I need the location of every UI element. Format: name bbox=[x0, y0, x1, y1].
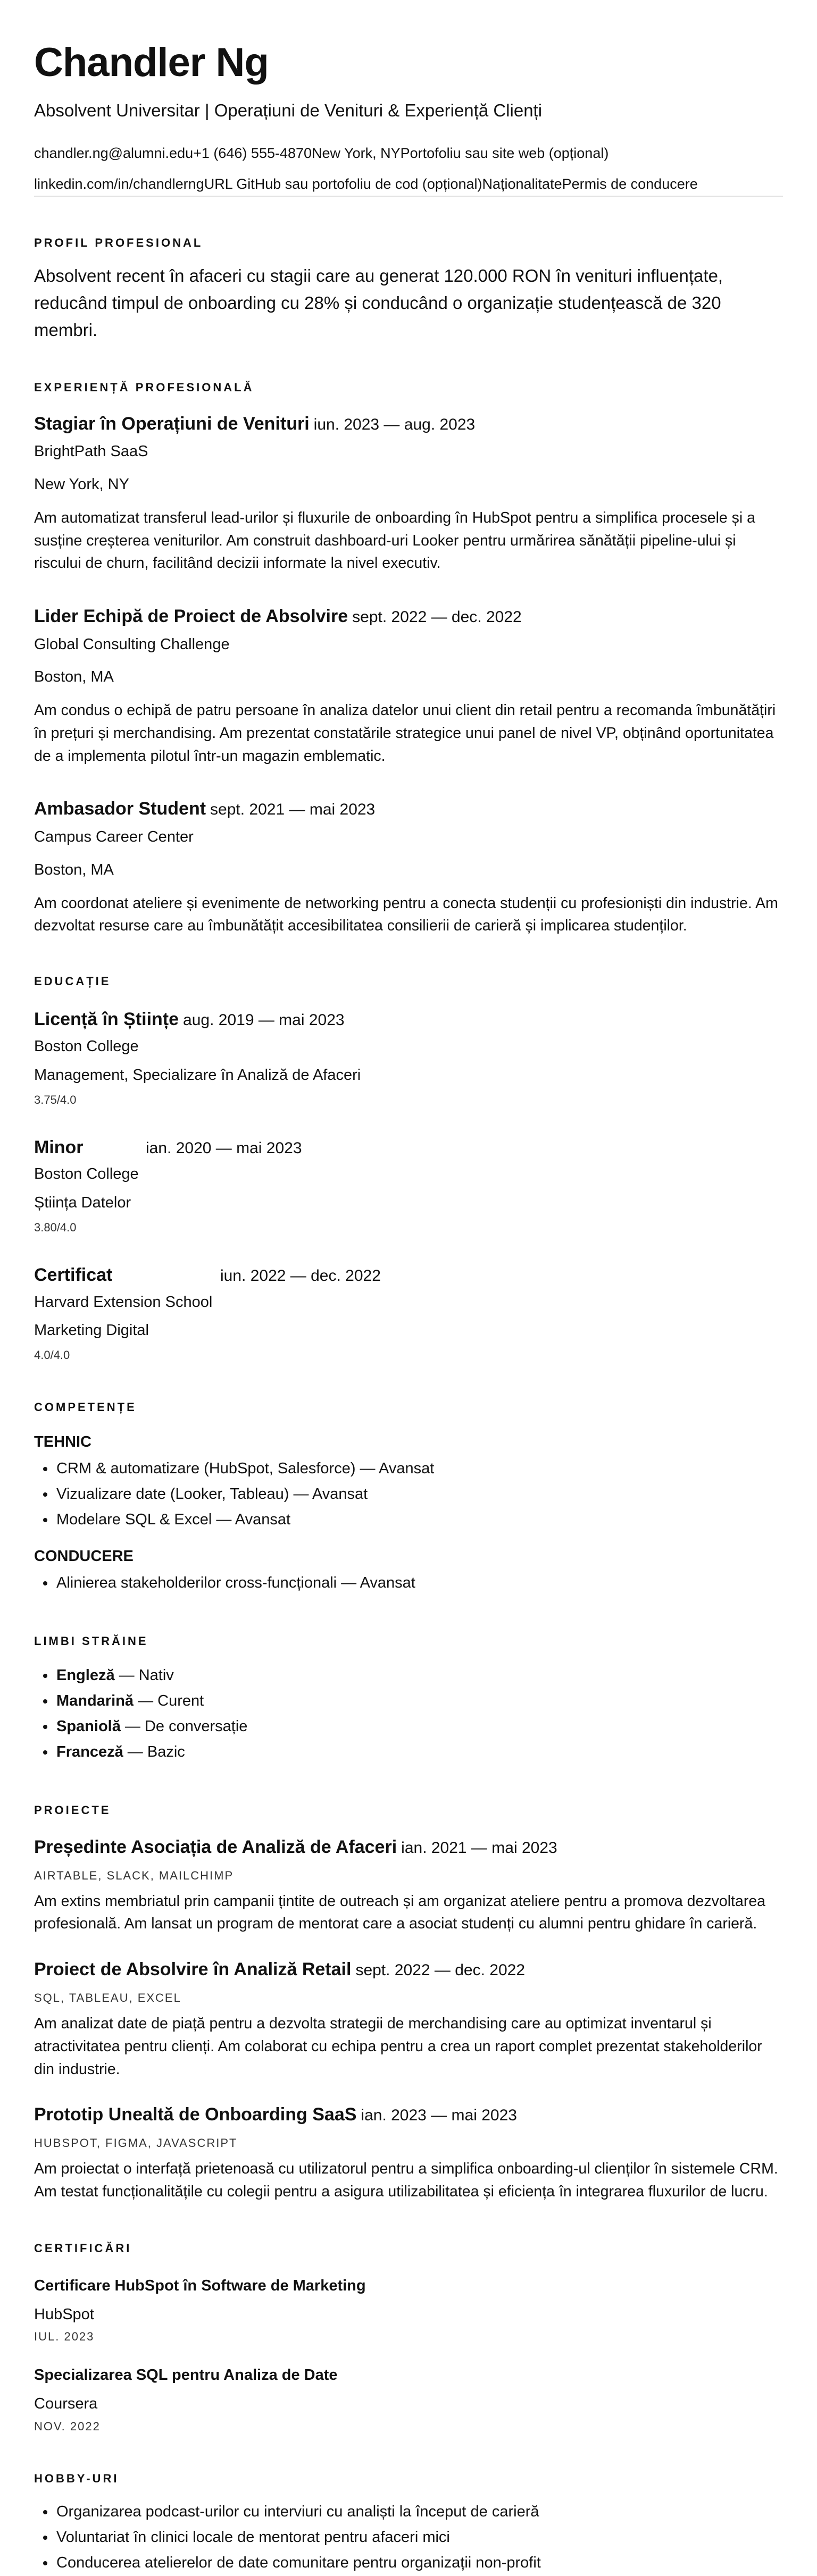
projects-section-title: PROIECTE bbox=[34, 1803, 111, 1817]
hobby-item: • Organizarea podcast-urilor cu interviuri cu analiști la început de carieră bbox=[55, 2499, 783, 2525]
education-entry-head bbox=[34, 1009, 783, 1030]
certification-issuer: HubSpot bbox=[34, 2305, 94, 2323]
headline: Absolvent Universitar | Operațiuni de Venituri & Experiență Clienți bbox=[34, 100, 543, 120]
certifications-section bbox=[34, 2242, 783, 2434]
experience-entry bbox=[34, 606, 783, 767]
education-field: Management, Specializare în Analiză de Afaceri bbox=[34, 1066, 361, 1084]
hobby-item: • Conducerea atelierelor de date comunitare pentru organizații non-profit bbox=[55, 2550, 783, 2576]
experience-company: Global Consulting Challenge bbox=[34, 635, 230, 653]
experience-entry-head bbox=[34, 413, 783, 435]
project-name: Proiect de Absolvire în Analiză Retail bbox=[34, 1959, 352, 1980]
education-gpa: 3.80/4.0 bbox=[34, 1220, 77, 1234]
project-dates: ian. 2023 — mai 2023 bbox=[361, 2107, 517, 2125]
languages-section-title: LIMBI STRĂINE bbox=[34, 1634, 148, 1648]
contact-github[interactable]: URL GitHub sau portofoliu de cod (opțional) bbox=[204, 175, 482, 192]
education-school: Boston College bbox=[34, 1038, 139, 1055]
language-level: — Curent bbox=[134, 1692, 204, 1709]
education-entry-head bbox=[34, 1137, 783, 1159]
skill-item: • Modelare SQL & Excel — Avansat bbox=[55, 1507, 783, 1533]
contact-row-primary bbox=[34, 145, 783, 162]
language-name: Spaniolă bbox=[56, 1717, 121, 1735]
education-dates: iun. 2022 — dec. 2022 bbox=[220, 1266, 381, 1285]
experience-description: Am coordonat ateliere și evenimente de networking pentru a conecta studenții cu profesioniști din industrie. Am dezvoltat resurse care au îmbunătățit accesibilitatea consilierii de carieră și implicarea studenților. bbox=[34, 894, 778, 935]
certification-issuer: Coursera bbox=[34, 2395, 98, 2413]
skill-list bbox=[34, 1571, 783, 1596]
experience-dates: sept. 2022 — dec. 2022 bbox=[352, 608, 522, 626]
experience-entry bbox=[34, 413, 783, 575]
profile-section-title: PROFIL PROFESIONAL bbox=[34, 236, 203, 250]
hobby-item: • Voluntariat în clinici locale de mentorat pentru afaceri mici bbox=[55, 2525, 783, 2550]
experience-entry-head bbox=[34, 798, 783, 820]
experience-role: Ambasador Student bbox=[34, 799, 206, 819]
education-dates: aug. 2019 — mai 2023 bbox=[183, 1011, 345, 1029]
education-dates: ian. 2020 — mai 2023 bbox=[146, 1139, 302, 1157]
experience-section bbox=[34, 381, 783, 937]
certification-entry bbox=[34, 2277, 783, 2344]
experience-entry-head bbox=[34, 606, 783, 627]
skill-item: • CRM & automatizare (HubSpot, Salesforce) — Avansat bbox=[55, 1456, 783, 1482]
education-gpa: 3.75/4.0 bbox=[34, 1093, 77, 1106]
project-entry bbox=[34, 1836, 783, 1935]
hobbies-section-title: HOBBY-URI bbox=[34, 2471, 119, 2485]
skill-group-title: TEHNIC bbox=[34, 1433, 91, 1451]
project-tools: SQL, TABLEAU, EXCEL bbox=[34, 1991, 181, 2005]
skill-group bbox=[34, 1433, 783, 1533]
contact-portfolio[interactable]: Portofoliu sau site web (opțional) bbox=[400, 145, 609, 161]
projects-section bbox=[34, 1803, 783, 2203]
skill-item: • Alinierea stakeholderilor cross-funcționali — Avansat bbox=[55, 1571, 783, 1596]
experience-location: Boston, MA bbox=[34, 861, 114, 878]
experience-dates: sept. 2021 — mai 2023 bbox=[210, 801, 376, 819]
project-description: Am proiectat o interfață prietenoasă cu utilizatorul pentru a simplifica onboarding-ul clienților în sistemele CRM. Am testat funcționalitățile cu colegii pentru a asigura utilizabilitatea și eficiența în integrarea fluxurilor de lucru. bbox=[34, 2160, 778, 2200]
skills-section-title: COMPETENȚE bbox=[34, 1400, 137, 1414]
experience-entry bbox=[34, 798, 783, 937]
certification-name: Certificare HubSpot în Software de Marketing bbox=[34, 2277, 366, 2294]
resume-header bbox=[34, 40, 783, 197]
contact-email[interactable]: chandler.ng@alumni.edu bbox=[34, 145, 194, 161]
language-level: — Bazic bbox=[123, 1743, 185, 1760]
language-name: Franceză bbox=[56, 1743, 123, 1760]
candidate-name: Chandler Ng bbox=[34, 40, 269, 85]
contact-location: New York, NY bbox=[312, 145, 401, 161]
project-name: Președinte Asociația de Analiză de Afaceri bbox=[34, 1836, 397, 1857]
education-degree: Certificat bbox=[34, 1264, 113, 1285]
education-entry-head bbox=[34, 1264, 783, 1286]
certification-name: Specializarea SQL pentru Analiza de Date bbox=[34, 2367, 338, 2384]
skills-section bbox=[34, 1400, 783, 1596]
contact-nationality: Naționalitate bbox=[482, 175, 562, 192]
education-field: Marketing Digital bbox=[34, 1322, 149, 1339]
education-gpa: 4.0/4.0 bbox=[34, 1348, 70, 1362]
education-field: Știința Datelor bbox=[34, 1194, 131, 1212]
profile-summary: Absolvent recent în afaceri cu stagii care au generat 120.000 RON în venituri influențate, reducând timpul de onboarding cu 28% și conducând o organizație studențească de 320 membri. bbox=[34, 265, 723, 340]
project-entry-head bbox=[34, 1959, 783, 1981]
skill-group-title: CONDUCERE bbox=[34, 1547, 134, 1565]
certification-entry bbox=[34, 2366, 783, 2433]
language-item bbox=[55, 1714, 783, 1740]
education-section-title: EDUCAȚIE bbox=[34, 975, 111, 988]
project-dates: sept. 2022 — dec. 2022 bbox=[355, 1961, 525, 1979]
education-degree: Licență în Științe bbox=[34, 1009, 179, 1030]
experience-role: Stagiar în Operațiuni de Venituri bbox=[34, 413, 310, 434]
project-tools: HUBSPOT, FIGMA, JAVASCRIPT bbox=[34, 2136, 238, 2150]
project-entry-head bbox=[34, 1836, 783, 1858]
education-school: Harvard Extension School bbox=[34, 1293, 213, 1311]
language-name: Engleză bbox=[56, 1667, 115, 1684]
skill-group bbox=[34, 1548, 783, 1596]
experience-description: Am condus o echipă de patru persoane în analiza datelor unui client din retail pentru a recomanda îmbunătățiri în prețuri și merchandising. Am prezentat constatările strategice unui panel de nivel VP, obținând oportunitatea de a implementa pilotul într-un magazin emblematic. bbox=[34, 702, 776, 765]
project-name: Prototip Unealtă de Onboarding SaaS bbox=[34, 2104, 357, 2125]
project-tools: AIRTABLE, SLACK, MAILCHIMP bbox=[34, 1868, 234, 1882]
project-description: Am analizat date de piață pentru a dezvolta strategii de merchandising care au optimizat inventarul și atractivitatea pentru clienți. Am colaborat cu echipa pentru a crea un raport complet prezentat stakeholderilor din industrie. bbox=[34, 2015, 762, 2078]
education-entry bbox=[34, 1137, 783, 1235]
certifications-section-title: CERTIFICĂRI bbox=[34, 2241, 132, 2255]
contact-linkedin[interactable]: linkedin.com/in/chandlerng bbox=[34, 175, 204, 192]
language-level: — De conversație bbox=[120, 1717, 248, 1735]
contact-phone[interactable]: +1 (646) 555-4870 bbox=[193, 145, 312, 161]
hobby-list bbox=[34, 2499, 783, 2576]
project-entry-head bbox=[34, 2104, 783, 2126]
experience-section-title: EXPERIENȚĂ PROFESIONALĂ bbox=[34, 381, 254, 395]
education-school: Boston College bbox=[34, 1165, 139, 1183]
language-item bbox=[55, 1689, 783, 1714]
experience-location: New York, NY bbox=[34, 476, 129, 493]
project-dates: ian. 2021 — mai 2023 bbox=[401, 1839, 557, 1857]
language-level: — Nativ bbox=[114, 1667, 174, 1684]
language-item bbox=[55, 1740, 783, 1765]
experience-dates: iun. 2023 — aug. 2023 bbox=[313, 415, 476, 433]
contact-row-secondary bbox=[34, 175, 783, 192]
certification-date: NOV. 2022 bbox=[34, 2419, 101, 2433]
experience-description: Am automatizat transferul lead-urilor și fluxurile de onboarding în HubSpot pentru a simplifica procesele și a susține creșterea veniturilor. Am construit dashboard-uri Looker pentru urmărirea sănătății pipeline-ului și riscului de churn, facilitând decizii informate la nivel executiv. bbox=[34, 509, 756, 572]
education-degree: Minor bbox=[34, 1137, 84, 1157]
project-description: Am extins membriatul prin campanii țintite de outreach și am organizat ateliere pentru a promova dezvoltarea profesională. Am lansat un program de mentorat care a asociat studenți cu alumni pentru ghidare în carieră. bbox=[34, 1892, 766, 1933]
languages-section bbox=[34, 1634, 783, 1765]
hobbies-section bbox=[34, 2472, 783, 2576]
language-name: Mandarină bbox=[56, 1692, 134, 1709]
contact-permit: Permis de conducere bbox=[562, 175, 698, 192]
experience-location: Boston, MA bbox=[34, 668, 114, 686]
experience-company: Campus Career Center bbox=[34, 828, 194, 846]
profile-section bbox=[34, 236, 783, 343]
education-entry bbox=[34, 1264, 783, 1362]
education-entry bbox=[34, 1009, 783, 1106]
education-section bbox=[34, 975, 783, 1362]
language-item bbox=[55, 1663, 783, 1689]
header-divider bbox=[34, 196, 783, 197]
skill-list bbox=[34, 1456, 783, 1533]
skill-item: • Vizualizare date (Looker, Tableau) — Avansat bbox=[55, 1482, 783, 1507]
certification-date: IUL. 2023 bbox=[34, 2330, 95, 2344]
project-entry bbox=[34, 1959, 783, 2080]
experience-role: Lider Echipă de Proiect de Absolvire bbox=[34, 606, 348, 626]
experience-company: BrightPath SaaS bbox=[34, 443, 148, 460]
language-list bbox=[34, 1663, 783, 1765]
project-entry bbox=[34, 2104, 783, 2203]
